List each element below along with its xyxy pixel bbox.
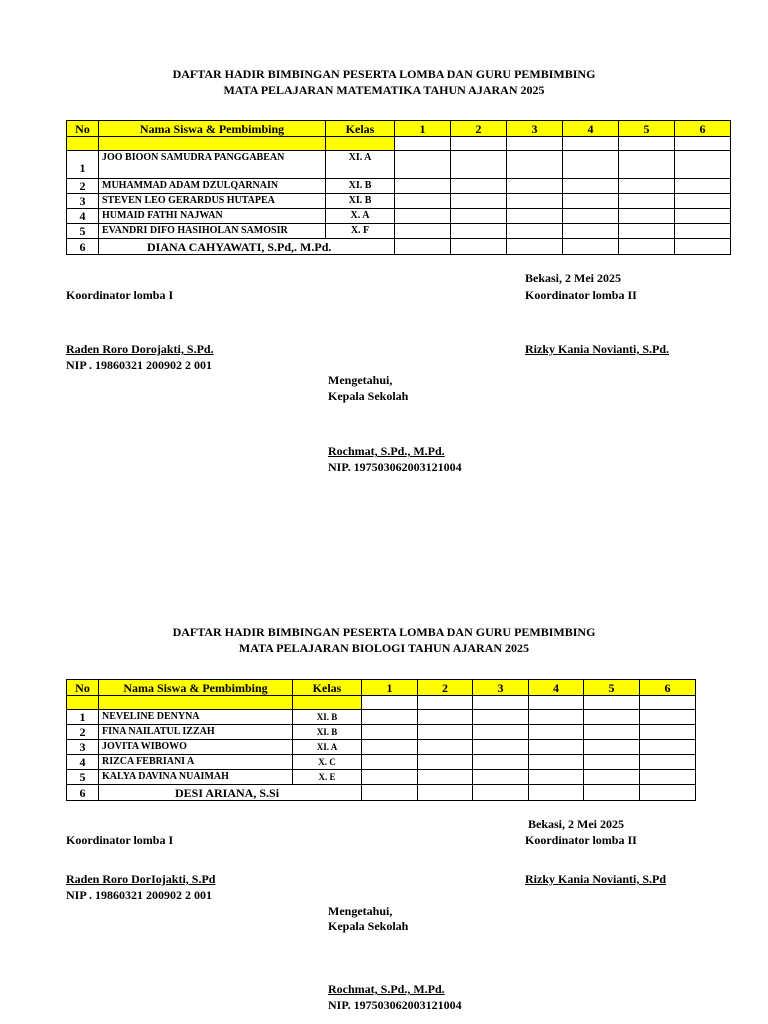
cell-blank <box>529 755 584 770</box>
table-row <box>67 209 731 224</box>
bio-place-date: Bekasi, 2 Mei 2025 <box>528 817 624 831</box>
cell-blank <box>675 151 731 179</box>
cell-blank <box>395 137 451 151</box>
math-coordinator-2-title: Koordinator lomba II <box>525 288 637 302</box>
header-kelas: Kelas <box>326 121 395 137</box>
row-name: STEVEN LEO GERARDUS HUTAPEA <box>99 194 326 209</box>
cell-blank <box>563 151 619 179</box>
row-no: 6 <box>67 785 99 801</box>
bio-kepala-sekolah: Kepala Sekolah <box>328 919 409 933</box>
cell-blank <box>619 179 675 194</box>
cell-blank <box>362 740 418 755</box>
math-mengetahui: Mengetahui, <box>328 373 393 387</box>
cell-blank <box>362 785 418 801</box>
cell-blank <box>451 224 507 239</box>
teacher-name: DIANA CAHYAWATI, S.Pd,. M.Pd. <box>99 239 395 255</box>
cell-blank <box>675 239 731 255</box>
row-no: 1 <box>67 710 99 725</box>
cell-blank <box>584 785 640 801</box>
cell-blank <box>640 696 696 710</box>
cell-blank <box>418 785 473 801</box>
bio-title-line2: MATA PELAJARAN BIOLOGI TAHUN AJARAN 2025 <box>238 641 530 655</box>
cell-blank <box>507 224 563 239</box>
cell-blank <box>451 151 507 179</box>
row-kelas: XI. B <box>293 710 362 725</box>
row-name: FINA NAILATUL IZZAH <box>99 725 293 740</box>
cell-blank <box>418 696 473 710</box>
bio-coordinator-1-title: Koordinator lomba I <box>66 833 174 847</box>
cell-blank <box>640 755 696 770</box>
cell-blank <box>563 137 619 151</box>
cell-blank <box>473 785 529 801</box>
header-session-2: 2 <box>451 121 507 137</box>
cell-blank <box>619 137 675 151</box>
cell-blank <box>418 755 473 770</box>
header-name: Nama Siswa & Pembimbing <box>99 121 326 137</box>
row-no: 1 <box>67 151 99 179</box>
teacher-row <box>67 239 731 255</box>
header-session-1: 1 <box>395 121 451 137</box>
cell-blank <box>395 194 451 209</box>
bio-header-subrow <box>67 696 696 710</box>
row-kelas: XI. B <box>326 179 395 194</box>
cell-blank <box>395 209 451 224</box>
cell-blank <box>619 151 675 179</box>
cell-blank <box>507 137 563 151</box>
cell-blank <box>529 696 584 710</box>
cell-blank <box>640 740 696 755</box>
cell-blank <box>395 151 451 179</box>
cell-blank <box>473 740 529 755</box>
cell-blank <box>675 137 731 151</box>
cell-blank <box>563 194 619 209</box>
table-row <box>67 151 731 179</box>
cell-blank <box>584 710 640 725</box>
bio-header-row <box>67 680 696 696</box>
teacher-name: DESI ARIANA, S.Si <box>99 785 362 801</box>
math-coordinator-1-nip: NIP . 19860321 200902 2 001 <box>66 358 213 372</box>
table-row <box>67 725 696 740</box>
cell-blank <box>507 209 563 224</box>
math-coordinator-1-name: Raden Roro Dorojakti, S.Pd. <box>66 342 214 356</box>
header-no: No <box>67 121 99 137</box>
row-name: MUHAMMAD ADAM DZULQARNAIN <box>99 179 326 194</box>
header-no: No <box>67 680 99 696</box>
row-kelas: XI. A <box>293 740 362 755</box>
row-name: HUMAID FATHI NAJWAN <box>99 209 326 224</box>
cell-blank <box>473 755 529 770</box>
header-name: Nama Siswa & Pembimbing <box>99 680 293 696</box>
cell-blank <box>395 224 451 239</box>
cell-blank <box>675 224 731 239</box>
row-kelas: X. C <box>293 755 362 770</box>
header-session-6: 6 <box>675 121 731 137</box>
cell-blank <box>451 179 507 194</box>
cell-blank <box>507 194 563 209</box>
math-title-line1: DAFTAR HADIR BIMBINGAN PESERTA LOMBA DAN GURU PEMBIMBING <box>172 67 596 81</box>
cell-blank <box>395 179 451 194</box>
table-row <box>67 770 696 785</box>
row-kelas: X. F <box>326 224 395 239</box>
header-session-3: 3 <box>473 680 529 696</box>
header-session-4: 4 <box>563 121 619 137</box>
table-row <box>67 179 731 194</box>
cell-blank <box>362 710 418 725</box>
cell-blank <box>584 696 640 710</box>
cell-blank <box>529 725 584 740</box>
table-row <box>67 740 696 755</box>
row-no: 6 <box>67 239 99 255</box>
cell-blank <box>675 209 731 224</box>
cell-blank <box>362 696 418 710</box>
cell-blank <box>529 770 584 785</box>
bio-coordinator-2-name: Rizky Kania Novianti, S.Pd <box>525 872 667 886</box>
bio-title-line1: DAFTAR HADIR BIMBINGAN PESERTA LOMBA DAN GURU PEMBIMBING <box>172 625 596 639</box>
header-session-3: 3 <box>507 121 563 137</box>
row-kelas: XI. B <box>326 194 395 209</box>
cell-blank <box>584 740 640 755</box>
bio-head-name: Rochmat, S.Pd., M.Pd. <box>328 982 445 996</box>
math-header-subrow <box>67 137 731 151</box>
math-head-name: Rochmat, S.Pd., M.Pd. <box>328 444 445 458</box>
cell-blank <box>418 770 473 785</box>
header-kelas-cont <box>326 137 395 151</box>
header-no-cont <box>67 137 99 151</box>
bio-head-nip: NIP. 197503062003121004 <box>328 998 462 1012</box>
cell-blank <box>362 725 418 740</box>
header-session-4: 4 <box>529 680 584 696</box>
header-session-1: 1 <box>362 680 418 696</box>
row-no: 3 <box>67 194 99 209</box>
math-kepala-sekolah: Kepala Sekolah <box>328 389 409 403</box>
math-title-line2: MATA PELAJARAN MATEMATIKA TAHUN AJARAN 2025 <box>223 83 545 97</box>
cell-blank <box>529 710 584 725</box>
bio-attendance-table <box>66 679 696 801</box>
cell-blank <box>584 725 640 740</box>
cell-blank <box>507 179 563 194</box>
cell-blank <box>473 696 529 710</box>
cell-blank <box>619 194 675 209</box>
bio-coordinator-1-nip: NIP . 19860321 200902 2 001 <box>66 888 213 902</box>
math-place-date: Bekasi, 2 Mei 2025 <box>525 271 621 285</box>
cell-blank <box>507 239 563 255</box>
math-attendance-table <box>66 120 731 255</box>
header-no-cont <box>67 696 99 710</box>
row-no: 3 <box>67 740 99 755</box>
math-coordinator-2-name: Rizky Kania Novianti, S.Pd. <box>525 342 670 356</box>
row-kelas: X. A <box>326 209 395 224</box>
cell-blank <box>675 179 731 194</box>
cell-blank <box>584 755 640 770</box>
row-kelas: XI. B <box>293 725 362 740</box>
cell-blank <box>619 209 675 224</box>
cell-blank <box>473 770 529 785</box>
cell-blank <box>563 224 619 239</box>
cell-blank <box>507 151 563 179</box>
cell-blank <box>418 710 473 725</box>
table-row <box>67 755 696 770</box>
cell-blank <box>473 710 529 725</box>
row-name: NEVELINE DENYNA <box>99 710 293 725</box>
cell-blank <box>418 725 473 740</box>
row-no: 2 <box>67 179 99 194</box>
math-header-row <box>67 121 731 137</box>
row-name: JOO BIOON SAMUDRA PANGGABEAN <box>99 151 326 179</box>
teacher-row <box>67 785 696 801</box>
header-kelas-cont <box>293 696 362 710</box>
cell-blank <box>584 770 640 785</box>
cell-blank <box>529 740 584 755</box>
table-row <box>67 224 731 239</box>
row-name: RIZCA FEBRIANI A <box>99 755 293 770</box>
cell-blank <box>563 179 619 194</box>
math-coordinator-1-title: Koordinator lomba I <box>66 288 174 302</box>
row-no: 4 <box>67 755 99 770</box>
cell-blank <box>418 740 473 755</box>
header-session-5: 5 <box>619 121 675 137</box>
row-kelas: XI. A <box>326 151 395 179</box>
header-name-cont <box>99 137 326 151</box>
row-name: KALYA DAVINA NUAIMAH <box>99 770 293 785</box>
row-no: 5 <box>67 224 99 239</box>
cell-blank <box>529 785 584 801</box>
cell-blank <box>563 239 619 255</box>
math-head-nip: NIP. 197503062003121004 <box>328 460 462 474</box>
cell-blank <box>451 239 507 255</box>
bio-coordinator-2-title: Koordinator lomba II <box>525 833 637 847</box>
row-no: 5 <box>67 770 99 785</box>
cell-blank <box>451 137 507 151</box>
header-session-2: 2 <box>418 680 473 696</box>
row-name: JOVITA WIBOWO <box>99 740 293 755</box>
header-session-5: 5 <box>584 680 640 696</box>
header-session-6: 6 <box>640 680 696 696</box>
cell-blank <box>362 755 418 770</box>
row-no: 4 <box>67 209 99 224</box>
cell-blank <box>362 770 418 785</box>
table-row <box>67 194 731 209</box>
bio-coordinator-1-name: Raden Roro DorIojakti, S.Pd <box>66 872 216 886</box>
header-kelas: Kelas <box>293 680 362 696</box>
cell-blank <box>640 710 696 725</box>
row-name: EVANDRI DIFO HASIHOLAN SAMOSIR <box>99 224 326 239</box>
row-no: 2 <box>67 725 99 740</box>
header-name-cont <box>99 696 293 710</box>
cell-blank <box>619 239 675 255</box>
cell-blank <box>619 224 675 239</box>
cell-blank <box>451 194 507 209</box>
cell-blank <box>640 725 696 740</box>
cell-blank <box>473 725 529 740</box>
cell-blank <box>395 239 451 255</box>
cell-blank <box>675 194 731 209</box>
table-row <box>67 710 696 725</box>
cell-blank <box>563 209 619 224</box>
bio-mengetahui: Mengetahui, <box>328 904 393 918</box>
cell-blank <box>640 770 696 785</box>
row-kelas: X. E <box>293 770 362 785</box>
cell-blank <box>451 209 507 224</box>
cell-blank <box>640 785 696 801</box>
